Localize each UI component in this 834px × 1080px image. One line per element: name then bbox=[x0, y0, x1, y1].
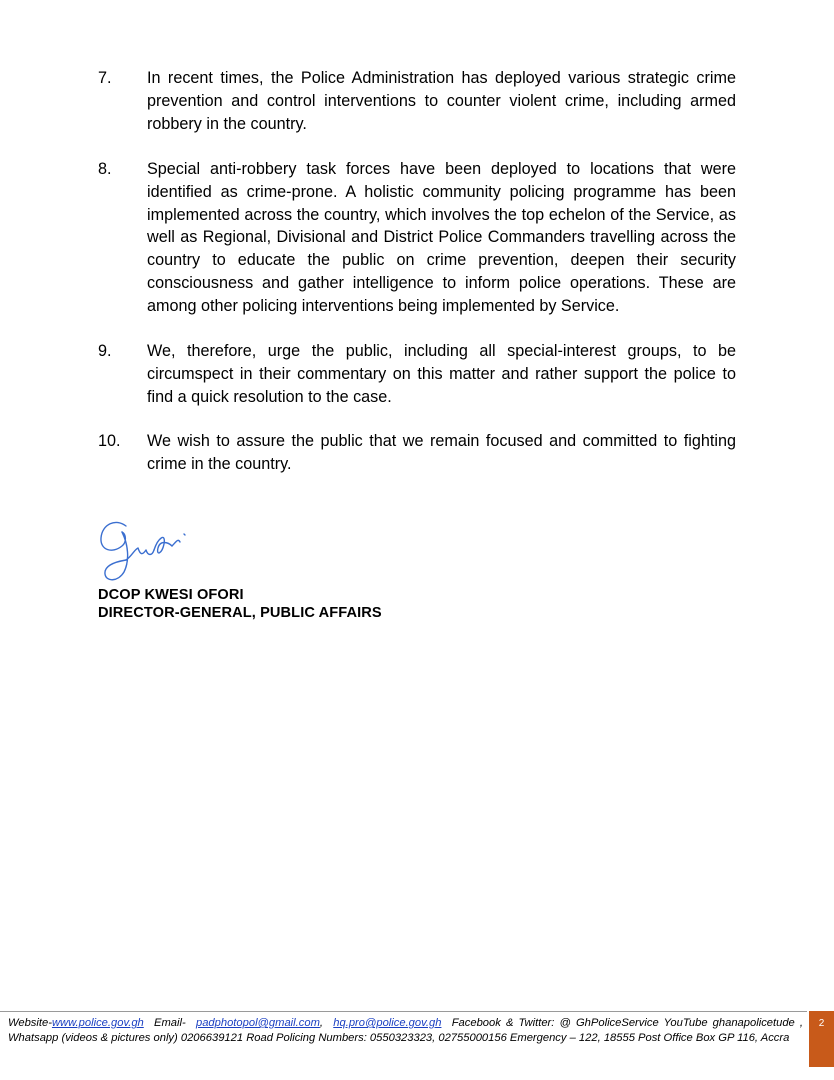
paragraph-number: 7. bbox=[98, 69, 112, 87]
paragraph-number: 9. bbox=[98, 342, 112, 360]
paragraph-text: In recent times, the Police Administration has deployed various strategic crime prevention and control interventions to counter violent crime, including armed robbery in the country. bbox=[147, 69, 736, 133]
email-link-1[interactable]: padphotopol@gmail.com bbox=[195, 1017, 320, 1029]
email-label: Email- bbox=[154, 1017, 186, 1029]
email-link-2[interactable]: hq.pro@police.gov.gh bbox=[333, 1017, 442, 1029]
footer-contact-details: Facebook & Twitter: @ GhPoliceService YouTube ghanapolicetude , Whatsapp (videos & pictures only) 0206639121 Road Policing Numbers: 0550323323, 02755000156 Emergency – 122, 18555 Post Office Box GP 116, Accra bbox=[8, 1017, 804, 1044]
paragraph-text: We, therefore, urge the public, including all special-interest groups, to be circumspect in their commentary on this matter and rather support the police to find a quick resolution to the case. bbox=[147, 342, 736, 406]
numbered-paragraph bbox=[98, 430, 736, 476]
paragraph-number: 10. bbox=[98, 432, 121, 450]
footer-divider bbox=[0, 1011, 807, 1012]
numbered-paragraph bbox=[98, 158, 736, 318]
website-link[interactable]: www.police.gov.gh bbox=[51, 1017, 144, 1029]
numbered-paragraph bbox=[98, 67, 736, 135]
signatory-name: DCOP KWESI OFORI bbox=[98, 587, 244, 603]
paragraph-text: Special anti-robbery task forces have been deployed to locations that were identified as crime-prone. A holistic community policing programme has been implemented across the country, which involves the top echelon of the Service, as well as Regional, Divisional and District Police Commanders travelling across the country to educate the public on crime prevention, deepen their security consciousness and gather intelligence to inform police operations. These are among other policing interventions being implemented by Service. bbox=[147, 160, 736, 315]
website-label: Website- bbox=[8, 1017, 52, 1029]
signatory-title: DIRECTOR-GENERAL, PUBLIC AFFAIRS bbox=[98, 605, 382, 621]
footer-contact bbox=[8, 1016, 803, 1046]
signature-image bbox=[96, 516, 192, 588]
paragraph-text: We wish to assure the public that we remain focused and committed to fighting crime in the country. bbox=[147, 432, 736, 473]
email-separator: , bbox=[319, 1017, 324, 1029]
numbered-paragraph bbox=[98, 340, 736, 408]
paragraph-number: 8. bbox=[98, 160, 112, 178]
page-number-badge: 2 bbox=[809, 1011, 834, 1067]
